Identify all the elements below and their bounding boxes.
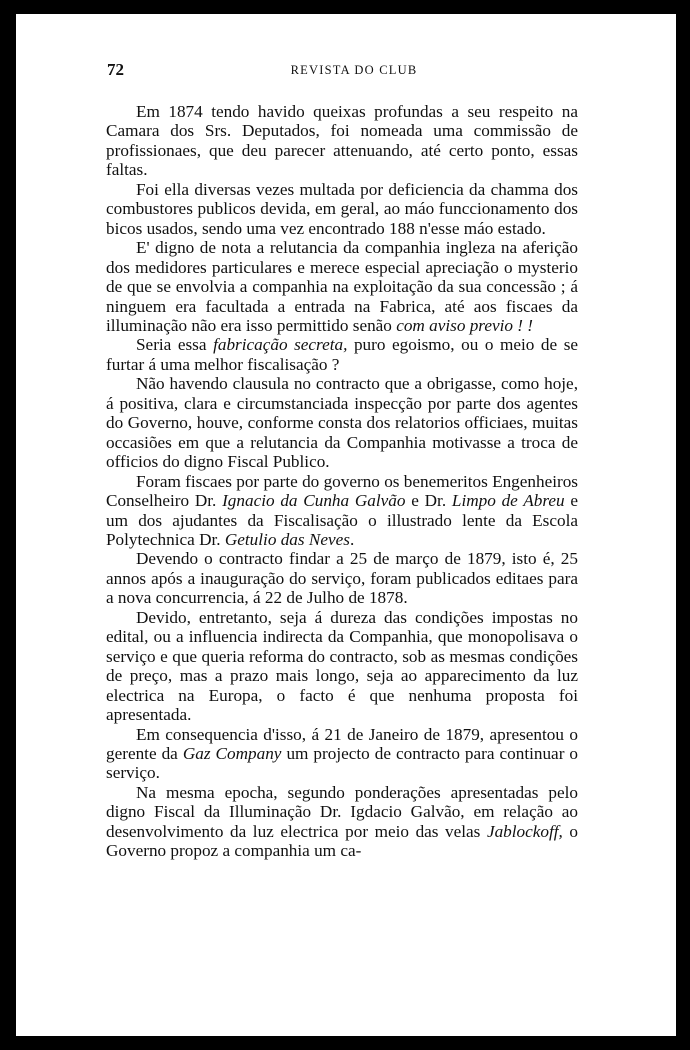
paragraph: Não havendo clausula no contracto que a obrigasse, como hoje, á positiva, clara e circumstanciada inspecção por parte dos agentes do Governo, houve, conforme consta dos relatorios officiaes, muitas occasiões em que a relutancia da Companhia motivasse a troca de officios do digno Fiscal Publico. (106, 374, 578, 472)
italic-name: Limpo de Abreu (451, 491, 565, 511)
paragraph: Devendo o contracto findar a 25 de março de 1879, isto é, 25 annos após a inauguração do serviço, foram publicados editaes para a nova concurrencia, á 22 de Julho de 1878. (106, 549, 578, 608)
paragraph: Foi ella diversas vezes multada por deficiencia da chamma dos combustores publicos devida, em geral, ao máo funccionamento dos bicos usados, sendo uma vez encontrado 188 n'esse máo estado. (106, 179, 578, 238)
running-title: REVISTA DO CLUB (290, 63, 418, 77)
italic-phrase: fabricação secreta, (213, 335, 348, 355)
page-header (107, 60, 601, 86)
page (16, 14, 676, 1036)
italic-phrase: com aviso previo ! ! (396, 315, 534, 335)
italic-phrase: Gaz Company (182, 743, 282, 763)
italic-name: Getulio das Neves (224, 529, 350, 549)
paragraph: Na mesma epocha, segundo ponderações apresentadas pelo digno Fiscal da Illuminação Dr. Igdacio Galvão, em relação ao desenvolvimento da luz electrica por meio das velas Jablockoff, o Governo propoz a companhia um ca- (106, 782, 579, 861)
paragraph: Devido, entretanto, seja á dureza das condições impostas no edital, ou a influencia indirecta da Companhia, que monopolisava o serviço e que queria reforma do contracto, sob as mesmas condições de preço, mas a prazo mais longo, seja ao apparecimento da luz electrica na Europa, o facto é que nenhuma proposta foi apresentada. (106, 607, 578, 725)
paragraph: Seria essa fabricação secreta, puro egoismo, ou o meio de se furtar á uma melhor fiscalisação ? (106, 335, 579, 374)
italic-name: Ignacio da Cunha Galvão (222, 491, 406, 511)
page-number: 72 (107, 60, 124, 79)
paragraph: E' digno de nota a relutancia da companhia ingleza na aferição dos medidores particulares e merece especial apreciação o mysterio de que se envolvia a companhia na exploitação da sua concessão ; á ninguem era facultada a entrada na Fabrica, até aos fiscaes da illuminação não era isso permittido senão com aviso previo ! ! (106, 238, 578, 335)
paragraph: Foram fiscaes por parte do governo os benemeritos Engenheiros Conselheiro Dr. Ignacio da Cunha Galvão e Dr. Limpo de Abreu e um dos ajudantes da Fiscalisação o illustrado lente da Escola Polytechnica Dr. Getulio das Neves. (106, 471, 579, 549)
body-text (106, 102, 578, 861)
paragraph: Em consequencia d'isso, á 21 de Janeiro de 1879, apresentou o gerente da Gaz Company um projecto de contracto para continuar o serviço. (106, 724, 579, 783)
paragraph: Em 1874 tendo havido queixas profundas a seu respeito na Camara dos Srs. Deputados, foi nomeada uma commissão de profissionaes, que deu parecer attenuando, até certo ponto, essas faltas. (106, 102, 578, 180)
italic-phrase: Jablockoff, (486, 821, 563, 841)
